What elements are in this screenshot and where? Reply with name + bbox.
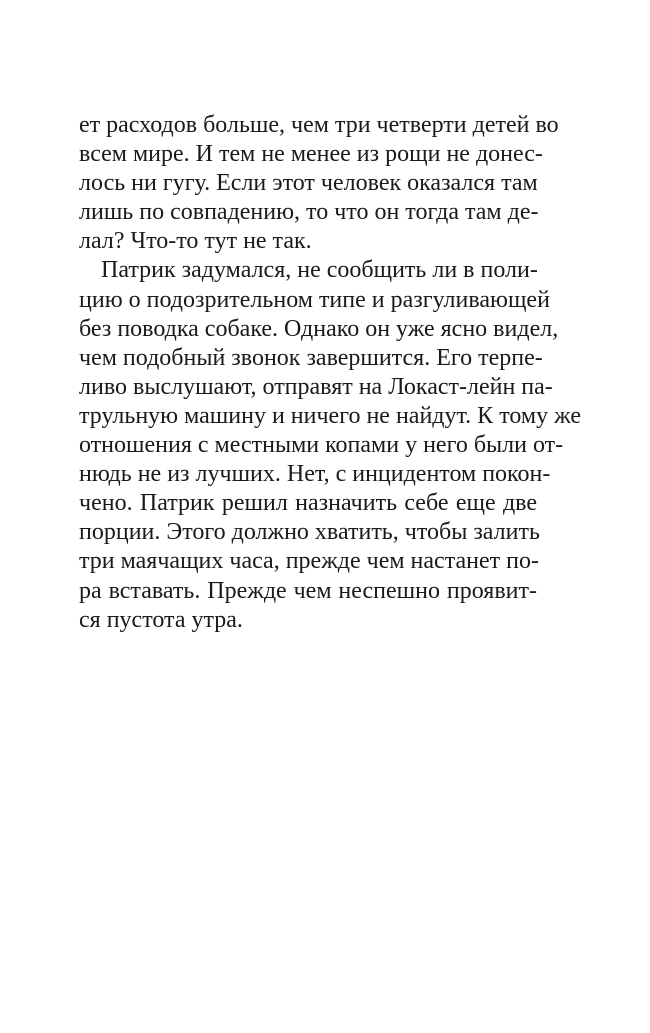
text-line: без поводка собаке. Однако он уже ясно видел, xyxy=(79,315,559,342)
text-line: всем мире. И тем не менее из рощи не донес- xyxy=(79,141,543,168)
text-line: лал? Что-то тут не так. xyxy=(79,228,312,255)
text-line: ся пустота утра. xyxy=(79,606,243,633)
body-text xyxy=(79,111,582,635)
text-line: отношения с местными копами у него были от- xyxy=(79,432,564,459)
text-line: чем подобный звонок завершится. Его терпе- xyxy=(79,344,543,371)
text-line: три маячащих часа, прежде чем настанет по- xyxy=(79,548,539,575)
text-line: ливо выслушают, отправят на Локаст-лейн па- xyxy=(79,373,553,400)
text-line: ет расходов больше, чем три четверти детей во xyxy=(79,112,559,138)
text-line: ра вставать. Прежде чем неспешно проявит- xyxy=(79,577,537,604)
text-line: цию о подозрительном типе и разгуливающей xyxy=(79,286,550,313)
text-line: Патрик задумался, не сообщить ли в поли- xyxy=(101,257,538,284)
paragraph-1 xyxy=(79,111,559,256)
text-line: трульную машину и ничего не найдут. К тому же xyxy=(79,402,582,429)
paragraph-2 xyxy=(79,256,582,634)
text-line: лишь по совпадению, то что он тогда там де- xyxy=(79,199,539,226)
text-line: порции. Этого должно хватить, чтобы залить xyxy=(79,519,540,546)
text-line: нюдь не из лучших. Нет, с инцидентом покон- xyxy=(79,461,551,488)
text-line: чено. Патрик решил назначить себе еще две xyxy=(79,490,537,517)
text-line: лось ни гугу. Если этот человек оказался там xyxy=(79,170,538,197)
